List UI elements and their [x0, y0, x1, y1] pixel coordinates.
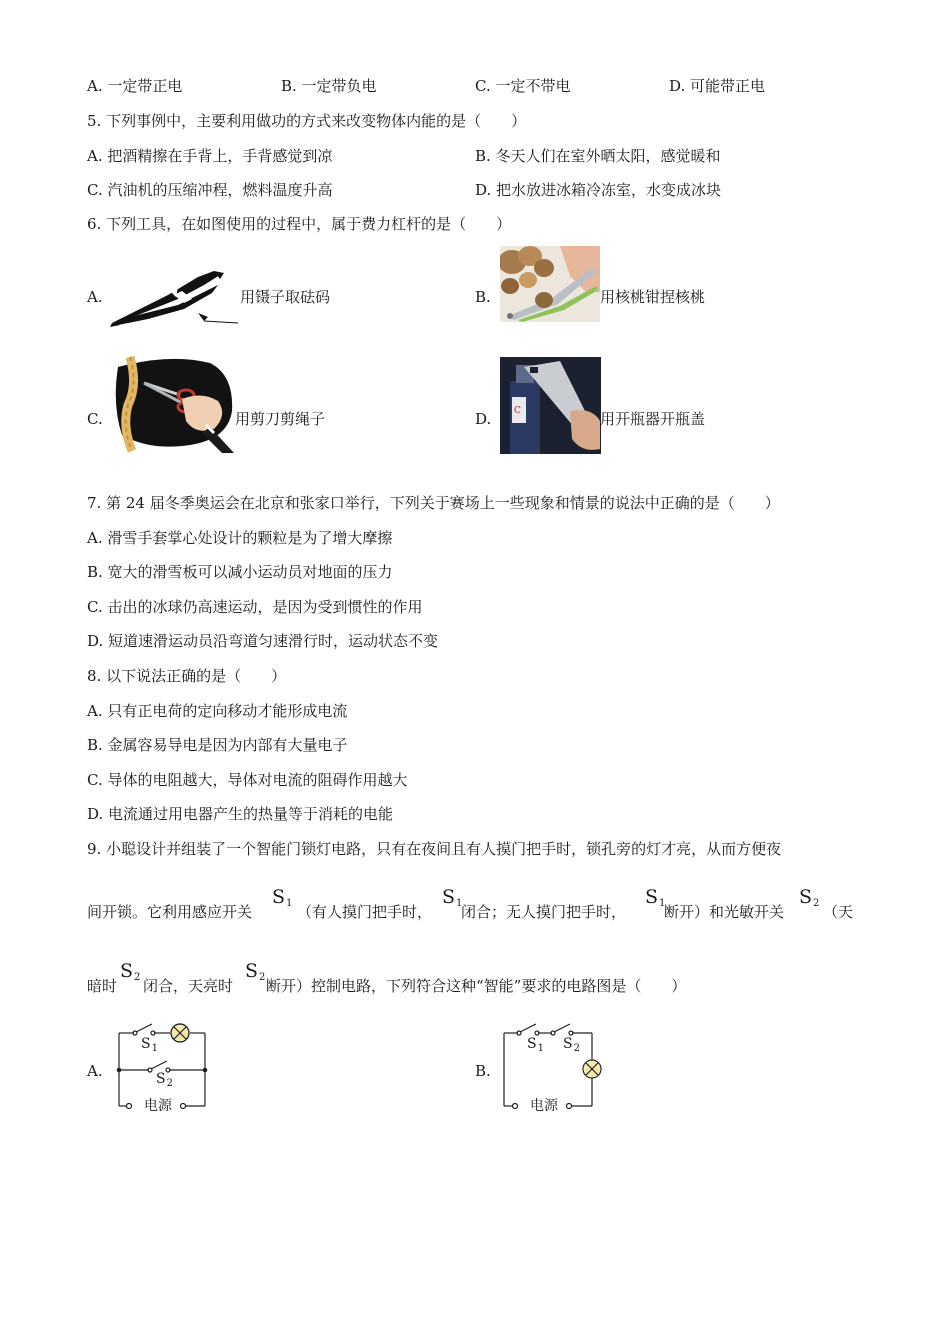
q5-option-b: B. 冬天人们在室外晒太阳，感觉暖和: [475, 147, 721, 165]
s2-symbol: $S_2$: [799, 886, 820, 909]
q7-option-b: B. 宽大的滑雪板可以减小运动员对地面的压力: [87, 563, 393, 581]
q8-option-b: B. 金属容易导电是因为内部有大量电子: [87, 736, 348, 754]
scissors-image: [110, 355, 235, 453]
q6-option-d-caption: 用开瓶器开瓶盖: [600, 410, 706, 428]
circuit-b-s2-label: $S_2$: [563, 1036, 580, 1054]
q6-option-b-caption: 用核桃钳捏核桃: [600, 288, 706, 306]
q4-option-d: D. 可能带正电: [669, 77, 766, 95]
q5-option-c: C. 汽油机的压缩冲程，燃料温度升高: [87, 181, 333, 199]
q9-option-b-letter: B.: [475, 1062, 491, 1080]
circuit-b-s1-label: $S_1$: [527, 1036, 544, 1054]
q8-option-d: D. 电流通过用电器产生的热量等于消耗的电能: [87, 805, 394, 823]
q6-option-b-letter: B.: [475, 288, 491, 306]
s1-symbol: $S_1$: [442, 886, 463, 909]
q7-stem: 7. 第 24 届冬季奥运会在北京和张家口举行，下列关于赛场上一些现象和情景的说法中正确的是（ ）: [87, 494, 780, 512]
q9-stem-line3-c: 断开）控制电路，下列符合这种“智能”要求的电路图是（ ）: [266, 977, 687, 995]
circuit-a-power-label: 电源: [144, 1098, 172, 1114]
s1-symbol: $S_1$: [272, 886, 293, 909]
nutcracker-image: [500, 246, 600, 322]
q9-stem-line1: 9. 小聪设计并组装了一个智能门锁灯电路，只有在夜间且有人摸门把手时，锁孔旁的灯才亮，从而方便夜: [87, 840, 782, 858]
q6-option-a-caption: 用镊子取砝码: [240, 288, 331, 306]
q7-option-c: C. 击出的冰球仍高速运动，是因为受到惯性的作用: [87, 598, 423, 616]
q5-stem: 5. 下列事例中，主要利用做功的方式来改变物体内能的是（ ）: [87, 112, 527, 130]
s2-symbol: $S_2$: [120, 960, 141, 983]
q8-option-a: A. 只有正电荷的定向移动才能形成电流: [87, 702, 348, 720]
q5-option-a: A. 把酒精擦在手背上，手背感觉到凉: [87, 147, 333, 165]
q4-option-c: C. 一定不带电: [475, 77, 571, 95]
q6-option-a-letter: A.: [87, 288, 103, 306]
bottle-opener-image: [500, 357, 601, 454]
q8-option-c: C. 导体的电阻越大，导体对电流的阻碍作用越大: [87, 771, 408, 789]
q9-stem-line2-a: 间开锁。它利用感应开关: [87, 903, 253, 921]
q9-stem-line2-c: 闭合；无人摸门把手时，: [461, 903, 627, 921]
circuit-a-s1-label: $S_1$: [141, 1036, 158, 1054]
q6-stem: 6. 下列工具，在如图使用的过程中，属于费力杠杆的是（ ）: [87, 215, 512, 233]
q9-option-a-letter: A.: [87, 1062, 103, 1080]
q9-stem-line3-b: 闭合，天亮时: [143, 977, 234, 995]
q6-option-d-letter: D.: [475, 410, 492, 428]
q6-option-c-caption: 用剪刀剪绳子: [235, 410, 326, 428]
q5-option-d: D. 把水放进冰箱冷冻室，水变成冰块: [475, 181, 722, 199]
s1-symbol: $S_1$: [645, 886, 666, 909]
q9-stem-line2-e: （天: [823, 903, 854, 921]
q7-option-a: A. 滑雪手套掌心处设计的颗粒是为了增大摩擦: [87, 529, 393, 547]
tweezers-image: [108, 265, 240, 327]
svg-text:C: C: [514, 406, 521, 416]
q7-option-d: D. 短道速滑运动员沿弯道匀速滑行时，运动状态不变: [87, 632, 439, 650]
q6-option-c-letter: C.: [87, 410, 103, 428]
q4-option-a: A. 一定带正电: [87, 77, 183, 95]
q9-stem-line2-b: （有人摸门把手时，: [297, 903, 433, 921]
s2-symbol: $S_2$: [245, 960, 266, 983]
q8-stem: 8. 以下说法正确的是（ ）: [87, 667, 287, 685]
q9-stem-line3-a: 暗时: [87, 977, 118, 995]
q4-option-b: B. 一定带负电: [281, 77, 377, 95]
q9-stem-line2-d: 断开）和光敏开关: [664, 903, 785, 921]
circuit-a-s2-label: $S_2$: [156, 1071, 173, 1089]
circuit-b-power-label: 电源: [530, 1098, 558, 1114]
